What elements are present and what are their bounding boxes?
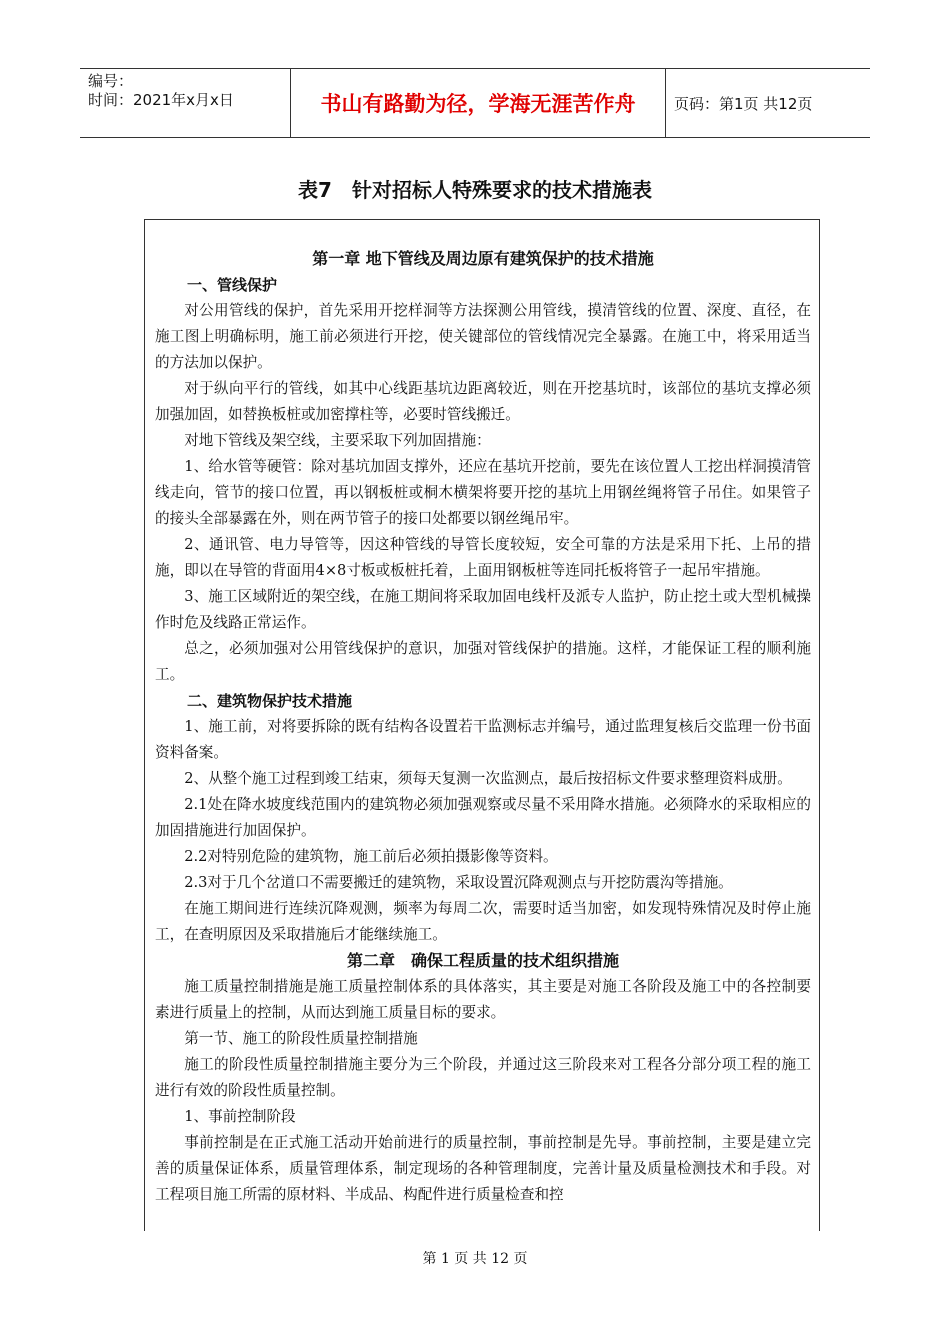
section-pipeline-protection: 一、管线保护 bbox=[187, 276, 278, 294]
paragraph: 对地下管线及架空线，主要采取下列加固措施： bbox=[184, 432, 491, 449]
paragraph: 2.2对特别危险的建筑物，施工前后必须拍摄影像等资料。 bbox=[184, 848, 558, 865]
paragraph: 2.1处在降水坡度线范围内的建筑物必须加强观察或尽量不采用降水措施。必须降水的采取相应的加固措施进行加固保护。 bbox=[155, 796, 811, 839]
paragraph: 1、事前控制阶段 bbox=[184, 1108, 296, 1125]
chapter-1-title: 第一章 地下管线及周边原有建筑保护的技术措施 bbox=[312, 249, 654, 268]
chapter-2-title: 第二章 确保工程质量的技术组织措施 bbox=[346, 951, 619, 970]
page-footer: 第 1 页 共 12 页 bbox=[422, 1251, 528, 1267]
content-table bbox=[144, 219, 820, 1231]
paragraph: 对公用管线的保护，首先采用开挖样洞等方法探测公用管线，摸清管线的位置、深度、直径，在施工图上明确标明，施工前必须进行开挖，使关键部位的管线情况完全暴露。在施工中，将采用适当的方法加以保护。 bbox=[155, 302, 811, 371]
paragraph: 总之，必须加强对公用管线保护的意识，加强对管线保护的措施。这样，才能保证工程的顺利施工。 bbox=[155, 640, 811, 683]
paragraph: 1、给水管等硬管：除对基坑加固支撑外，还应在基坑开挖前，要先在该位置人工挖出样洞摸清管线走向，管节的接口位置，再以钢板桩或桐木横架将要开挖的基坑上用钢丝绳将管子吊住。如果管子的接头全部暴露在外，则在两节管子的接口处都要以钢丝绳吊牢。 bbox=[155, 458, 811, 527]
document-number-label: 编号： bbox=[88, 72, 134, 90]
paragraph: 2、通讯管、电力导管等，因这种管线的导管长度较短，安全可靠的方法是采用下托、上吊的措施，即以在导管的背面用4×8寸板或板桩托着，上面用钢板桩等连同托板将管子一起吊牢措施。 bbox=[155, 536, 811, 579]
paragraph: 对于纵向平行的管线，如其中心线距基坑边距离较近，则在开挖基坑时，该部位的基坑支撑必须加强加固，如替换板桩或加密撑柱等，必要时管线搬迁。 bbox=[155, 380, 811, 423]
document-date-label: 时间：2021年x月x日 bbox=[88, 91, 234, 109]
header-page-info: 页码：第1页 共12页 bbox=[674, 94, 813, 113]
paragraph: 2、从整个施工过程到竣工结束，须每天复测一次监测点，最后按招标文件要求整理资料成册。 bbox=[184, 770, 792, 787]
paragraph: 在施工期间进行连续沉降观测，频率为每周二次，需要时适当加密，如发现特殊情况及时停止施工，在查明原因及采取措施后才能继续施工。 bbox=[155, 900, 811, 943]
section-building-protection: 二、建筑物保护技术措施 bbox=[187, 692, 353, 710]
document-title: 表7 针对招标人特殊要求的技术措施表 bbox=[298, 178, 652, 202]
paragraph: 3、施工区域附近的架空线，在施工期间将采取加固电线杆及派专人监护，防止挖土或大型机械操作时危及线路正常运作。 bbox=[155, 588, 811, 631]
paragraph: 施工的阶段性质量控制措施主要分为三个阶段，并通过这三阶段来对工程各分部分项工程的施工进行有效的阶段性质量控制。 bbox=[155, 1056, 811, 1099]
header-meta bbox=[80, 69, 290, 137]
header-motto: 书山有路勤为径，学海无涯苦作舟 bbox=[290, 69, 666, 137]
paragraph: 2.3对于几个岔道口不需要搬迁的建筑物，采取设置沉降观测点与开挖防震沟等措施。 bbox=[184, 874, 733, 891]
paragraph: 第一节、施工的阶段性质量控制措施 bbox=[184, 1030, 418, 1047]
paragraph: 1、施工前，对将要拆除的既有结构各设置若干监测标志并编号，通过监理复核后交监理一份书面资料备案。 bbox=[155, 718, 811, 761]
paragraph: 施工质量控制措施是施工质量控制体系的具体落实，其主要是对施工各阶段及施工中的各控制要素进行质量上的控制，从而达到施工质量目标的要求。 bbox=[155, 978, 811, 1021]
paragraph: 事前控制是在正式施工活动开始前进行的质量控制，事前控制是先导。事前控制，主要是建立完善的质量保证体系，质量管理体系，制定现场的各种管理制度，完善计量及质量检测技术和手段。对工程项目施工所需的原材料、半成品、构配件进行质量检查和控 bbox=[155, 1134, 811, 1203]
page-header bbox=[80, 68, 870, 138]
